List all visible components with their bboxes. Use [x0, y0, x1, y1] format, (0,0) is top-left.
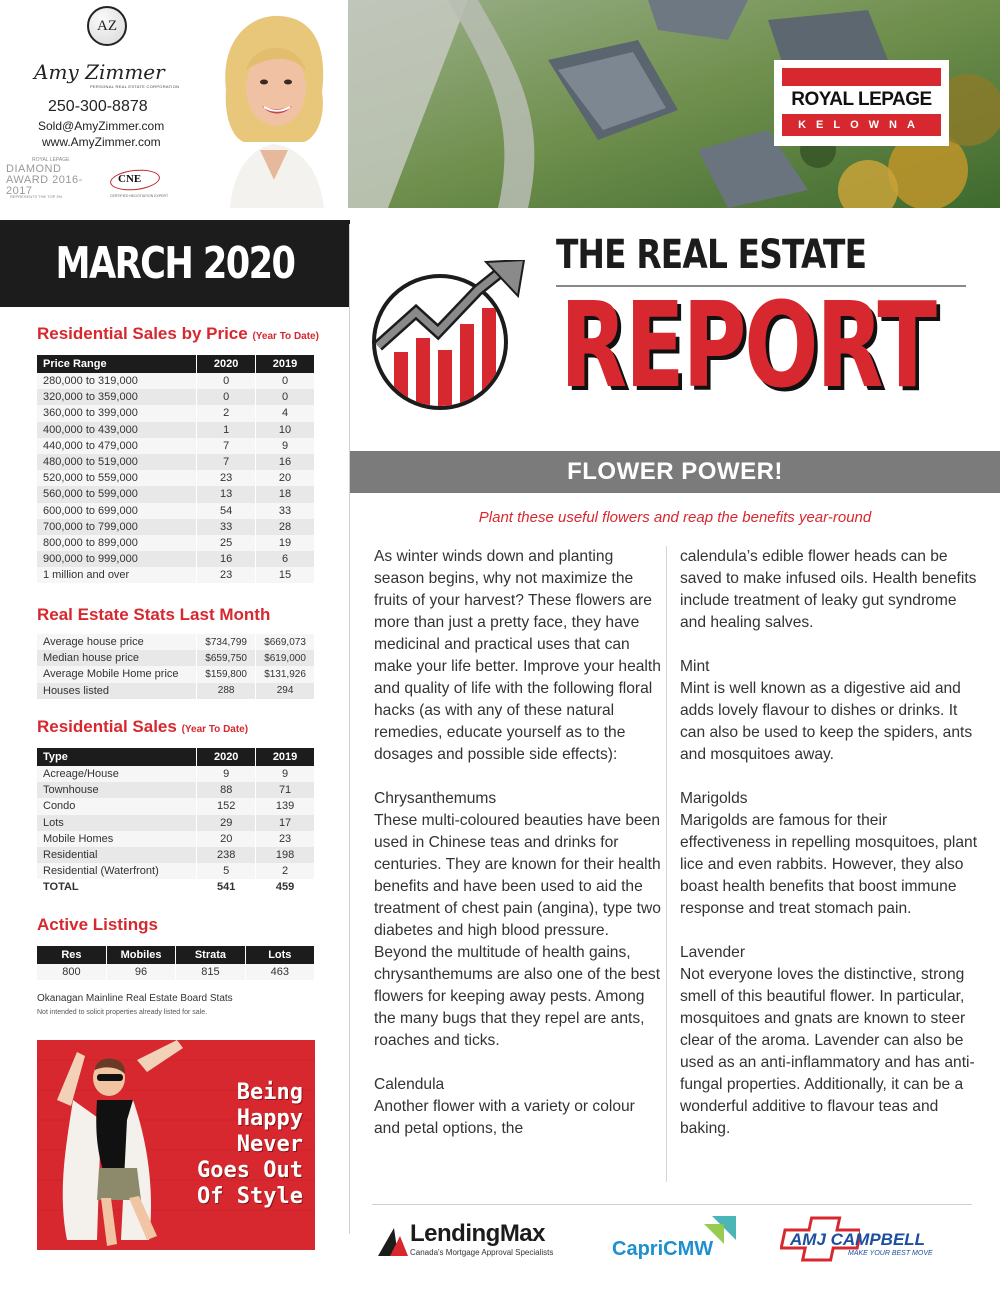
residential-sales-title	[37, 717, 248, 737]
growth-chart-graphic	[368, 260, 526, 416]
table-cell: 0	[256, 373, 315, 389]
rlp-city-bar: KELOWNA	[782, 114, 941, 136]
table-row	[37, 503, 315, 519]
table-row	[37, 831, 315, 847]
table-cell: $734,799	[197, 634, 256, 650]
table-row	[37, 683, 315, 699]
article-heading: FLOWER POWER!	[350, 451, 1000, 493]
table-cell: Lots	[37, 815, 197, 831]
agent-website[interactable]: www.AmyZimmer.com	[42, 135, 161, 149]
promo-line: Being	[236, 1080, 303, 1105]
table-cell: 400,000 to 439,000	[37, 422, 197, 438]
table-header-row	[37, 355, 315, 373]
table-cell: 9	[197, 766, 256, 782]
award-footnote: REPRESENTS THE TOP 3%	[10, 194, 63, 199]
section-heading-lavender: Lavender	[680, 944, 746, 961]
table-row	[37, 405, 315, 421]
promo-line: Of Style	[197, 1184, 303, 1209]
table-row	[37, 666, 315, 682]
month-banner	[0, 220, 350, 307]
table-cell: Houses listed	[37, 683, 197, 699]
table-cell: 15	[256, 567, 315, 583]
table-cell: Average house price	[37, 634, 197, 650]
table-cell: Residential	[37, 847, 197, 863]
table-cell: 139	[256, 798, 315, 814]
table-cell: 54	[197, 503, 256, 519]
table-cell: 520,000 to 559,000	[37, 470, 197, 486]
table-cell: 800,000 to 899,000	[37, 535, 197, 551]
agent-portrait-image	[200, 0, 348, 208]
table-cell: 1 million and over	[37, 567, 197, 583]
table-cell: 294	[256, 683, 315, 699]
table-cell: 23	[197, 470, 256, 486]
table-cell: 71	[256, 782, 315, 798]
article-intro: As winter winds down and planting season begins, why not maximize the fruits of your harvest? These flowers are more than just a pretty face, they have medicinal and practical uses that can make your life better. Improve your health and quality of life with the following floral hacks (as with any of these natural remedies, educate yourself as to the dosages and possible side effects):	[374, 548, 661, 763]
section-body-mint: Mint is well known as a digestive aid and adds lovely flavour to dishes or drinks. It can also be used to keep the spiders, ants and mosquitoes away.	[680, 680, 973, 763]
residential-sales-title-text: Residential Sales	[37, 717, 177, 736]
table-cell: 0	[197, 389, 256, 405]
column-header: 2020	[197, 355, 256, 373]
column-header: 2020	[197, 748, 256, 766]
column-header: Type	[37, 748, 197, 766]
active-listings-title: Active Listings	[37, 915, 158, 934]
lendingmax-logo	[376, 1216, 566, 1262]
table-cell: 17	[256, 815, 315, 831]
promo-banner	[37, 1040, 315, 1250]
table-row	[37, 634, 315, 650]
promo-slogan	[197, 1080, 303, 1210]
column-header: 2019	[256, 355, 315, 373]
column-header: Strata	[176, 946, 245, 964]
amj-campbell-logo	[780, 1216, 970, 1262]
agent-phone[interactable]: 250-300-8878	[48, 98, 148, 115]
agent-email[interactable]: Sold@AmyZimmer.com	[38, 119, 165, 133]
lendingmax-name: LendingMax	[410, 1220, 546, 1247]
table-row	[37, 535, 315, 551]
table-row	[37, 964, 315, 980]
table-header-row	[37, 748, 315, 766]
table-cell: 25	[197, 535, 256, 551]
sales-by-price-title-text: Residential Sales by Price	[37, 324, 248, 343]
table-row	[37, 766, 315, 782]
table-cell: 541	[197, 879, 256, 895]
table-cell: 2	[256, 863, 315, 879]
table-cell: 360,000 to 399,000	[37, 405, 197, 421]
award-title	[6, 164, 90, 197]
agent-card	[0, 0, 348, 208]
article-column-left	[374, 546, 664, 1140]
table-cell: 33	[197, 519, 256, 535]
table-cell: $159,800	[197, 666, 256, 682]
rlp-top-bar	[782, 68, 941, 86]
page-header	[0, 0, 1000, 208]
table-cell: 33	[256, 503, 315, 519]
table-header-row	[37, 946, 315, 964]
table-row	[37, 567, 315, 583]
table-row	[37, 551, 315, 567]
column-header: Price Range	[37, 355, 197, 373]
table-cell: 459	[256, 879, 315, 895]
table-cell: 320,000 to 359,000	[37, 389, 197, 405]
section-body-calendula-end: calendula’s edible flower heads can be saved to make infused oils. Health benefits include treatment of leaky gut syndrome and healing salves.	[680, 548, 977, 631]
table-cell: 18	[256, 486, 315, 502]
table-cell: 23	[256, 831, 315, 847]
article-subheading: Plant these useful flowers and reap the benefits year-round	[478, 509, 872, 526]
amj-name: AMJ CAMPBELL	[790, 1230, 926, 1249]
section-heading-calendula: Calendula	[374, 1076, 445, 1093]
table-row	[37, 650, 315, 666]
article-column-right	[680, 546, 980, 1140]
table-row	[37, 782, 315, 798]
table-cell: 152	[197, 798, 256, 814]
article-column-divider	[666, 546, 667, 1182]
table-cell: TOTAL	[37, 879, 197, 895]
cne-label: CNE	[118, 173, 142, 185]
table-cell: 19	[256, 535, 315, 551]
table-cell: 560,000 to 599,000	[37, 486, 197, 502]
sponsor-divider	[372, 1204, 972, 1205]
table-row	[37, 470, 315, 486]
table-cell: 16	[197, 551, 256, 567]
agent-name: Amy Zimmer	[34, 60, 165, 84]
table-row	[37, 486, 315, 502]
table-cell: 700,000 to 799,000	[37, 519, 197, 535]
table-row	[37, 519, 315, 535]
residential-sales-subtitle: (Year To Date)	[181, 724, 249, 735]
sales-by-price-title	[37, 324, 319, 344]
table-cell: 440,000 to 479,000	[37, 438, 197, 454]
table-cell: 280,000 to 319,000	[37, 373, 197, 389]
agent-portrait	[200, 0, 348, 208]
column-divider	[349, 224, 350, 1234]
board-stats-note: Okanagan Mainline Real Estate Board Stats	[37, 993, 233, 1004]
table-cell: Townhouse	[37, 782, 197, 798]
disclaimer: Not intended to solicit properties already listed for sale.	[37, 1009, 208, 1016]
table-cell: 900,000 to 999,000	[37, 551, 197, 567]
table-cell: Residential (Waterfront)	[37, 863, 197, 879]
month-label: MARCH 2020	[55, 238, 295, 289]
section-body-marigolds: Marigolds are famous for their effectiveness in repelling mosquitoes, plant lice and even rabbits. However, they also boast health benefits that boost immune response and treat stomach pain.	[680, 812, 978, 917]
table-cell: Acreage/House	[37, 766, 197, 782]
column-header: 2019	[256, 748, 315, 766]
agent-title: PERSONAL REAL ESTATE CORPORATION	[90, 84, 180, 89]
report-title-line1: THE REAL ESTATE	[556, 232, 867, 278]
table-cell: $669,073	[256, 634, 315, 650]
table-cell: 88	[197, 782, 256, 798]
promo-line: Goes Out	[197, 1158, 303, 1183]
promo-line: Never	[236, 1132, 303, 1157]
award-brand: ROYAL LEPAGE	[32, 157, 70, 163]
royal-lepage-logo	[774, 60, 949, 146]
active-listings-table	[37, 946, 315, 980]
table-cell: 7	[197, 438, 256, 454]
table-cell: 7	[197, 454, 256, 470]
table-total-row	[37, 879, 315, 895]
table-cell: $619,000	[256, 650, 315, 666]
amj-tagline: MAKE YOUR BEST MOVE	[848, 1250, 933, 1257]
table-cell: 238	[197, 847, 256, 863]
section-heading-mint: Mint	[680, 658, 710, 675]
table-row	[37, 438, 315, 454]
promo-line: Happy	[236, 1106, 303, 1131]
rlp-wordmark: ROYAL LEPAGE	[791, 89, 932, 110]
stats-last-month-title: Real Estate Stats Last Month	[37, 605, 271, 624]
section-body-chrysanthemums: These multi-coloured beauties have been used in Chinese teas and drinks for centuries. They are known for their health benefits and have been used to aid the treatment of chest pain (angina), type two diabetes and high blood pressure. Beyond the multitude of health gains, chrysanthemums are also one of the best flowers for keeping away pests. Among the many bugs that they repel are ants, roaches and ticks.	[374, 812, 661, 1049]
table-cell: 20	[197, 831, 256, 847]
table-row	[37, 863, 315, 879]
sales-by-price-subtitle: (Year To Date)	[252, 331, 319, 342]
table-cell: 480,000 to 519,000	[37, 454, 197, 470]
table-cell: 288	[197, 683, 256, 699]
table-cell: 9	[256, 438, 315, 454]
table-cell: 16	[256, 454, 315, 470]
stats-last-month-table	[37, 634, 315, 699]
table-row	[37, 798, 315, 814]
table-cell: 10	[256, 422, 315, 438]
table-row	[37, 454, 315, 470]
table-cell: 13	[197, 486, 256, 502]
cne-sublabel: CERTIFIED NEGOTIATION EXPERT	[110, 194, 169, 198]
table-cell: Average Mobile Home price	[37, 666, 197, 682]
residential-sales-table	[37, 748, 315, 896]
capricmw-logo	[612, 1216, 747, 1262]
table-row	[37, 389, 315, 405]
section-body-calendula-start: Another flower with a variety or colour and petal options, the	[374, 1098, 635, 1137]
column-header: Mobiles	[106, 946, 175, 964]
column-header: Lots	[245, 946, 314, 964]
column-header: Res	[37, 946, 106, 964]
table-cell: 0	[256, 389, 315, 405]
table-cell: $131,926	[256, 666, 315, 682]
agent-monogram-logo: AZ	[87, 6, 127, 46]
growth-chart-icon	[368, 260, 526, 416]
table-cell: 96	[106, 964, 175, 980]
lendingmax-triangle-icon	[376, 1224, 410, 1258]
table-cell: Condo	[37, 798, 197, 814]
table-cell: 1	[197, 422, 256, 438]
table-cell: 800	[37, 964, 106, 980]
table-cell: 198	[256, 847, 315, 863]
capricmw-name: CapriCMW	[612, 1238, 714, 1260]
table-cell: 463	[245, 964, 314, 980]
section-body-lavender: Not everyone loves the distinctive, strong smell of this beautiful flower. In particular, mosquitoes and gnats are known to steer clear of the aroma. Lavender can also be used as an anti-inflammatory and has anti-fungal properties. Additionally, it can be a wonderful additive to flavour teas and baking.	[680, 966, 975, 1137]
table-cell: 600,000 to 699,000	[37, 503, 197, 519]
table-cell: 23	[197, 567, 256, 583]
table-cell: 20	[256, 470, 315, 486]
table-cell: 4	[256, 405, 315, 421]
table-cell: 9	[256, 766, 315, 782]
table-cell: 2	[197, 405, 256, 421]
cne-badge	[110, 170, 174, 200]
table-cell: 0	[197, 373, 256, 389]
table-row	[37, 847, 315, 863]
lendingmax-tagline: Canada's Mortgage Approval Specialists	[410, 1248, 554, 1257]
section-heading-chrysanthemums: Chrysanthemums	[374, 790, 497, 807]
table-cell: 815	[176, 964, 245, 980]
table-cell: $659,750	[197, 650, 256, 666]
diamond-award-badge	[6, 157, 90, 205]
award-title-line1: DIAMOND	[6, 163, 62, 175]
table-row	[37, 422, 315, 438]
table-cell: 28	[256, 519, 315, 535]
award-title-line2: AWARD 2016-2017	[6, 174, 83, 197]
table-cell: Median house price	[37, 650, 197, 666]
table-row	[37, 815, 315, 831]
table-cell: 29	[197, 815, 256, 831]
table-cell: Mobile Homes	[37, 831, 197, 847]
section-heading-marigolds: Marigolds	[680, 790, 748, 807]
sales-by-price-table	[37, 355, 315, 583]
table-cell: 6	[256, 551, 315, 567]
report-title-line2: REPORT	[560, 276, 935, 414]
table-row	[37, 373, 315, 389]
table-cell: 5	[197, 863, 256, 879]
